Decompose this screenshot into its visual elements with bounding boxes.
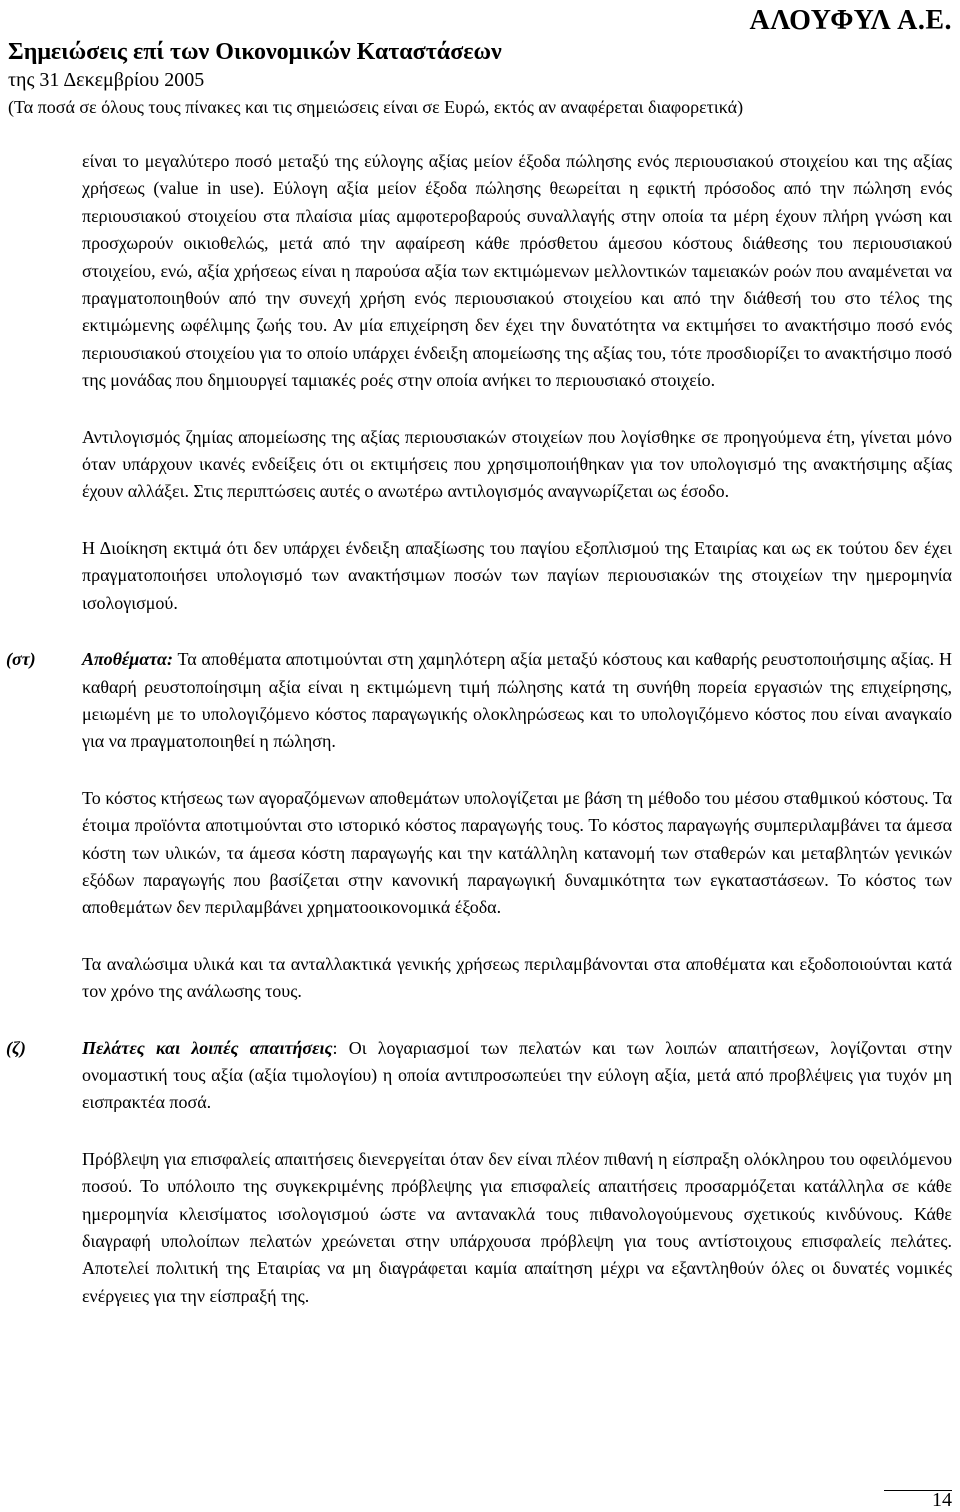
inventories-consumables-paragraph: Τα αναλώσιμα υλικά και τα ανταλλακτικά γενικής χρήσεως περιλαμβάνονται στα αποθέματα και εξοδοποιούνται κατά τον χρόνο της ανάλωσης τους. <box>82 953 952 1002</box>
paragraph-impairment-reversal: Αντιλογισμός ζημίας απομείωσης της αξίας περιουσιακών στοιχείων που λογίσθηκε σε προηγούμενα έτη, γίνεται μόνο όταν υπάρχουν ικανές ενδείξεις ότι οι εκτιμήσεις που χρησιμοποιήθηκαν για τον υπολογισμό της ανακτήσιμης αξίας έχουν αλλάξει. Στις περιπτώσεις αυτές ο ανωτέρω αντιλογισμός αναγνωρίζεται ως έσοδο. <box>82 426 952 502</box>
section-title: Αποθέματα: <box>82 649 173 670</box>
document-date: της 31 Δεκεμβρίου 2005 <box>8 69 205 91</box>
company-name: ΑΛΟΥΦΥΛ Α.Ε. <box>749 5 952 36</box>
section-number: (στ) <box>6 649 36 670</box>
section-intro-text: : Οι λογαριασμοί των πελατών και των λοιπών απαιτήσεων, λογίζονται στην ονομαστική τους αξία (αξία τιμολογίου) η οποία αντιπροσωπεύει την εύλογη αξία, μετά από προβλέψεις για τυχόν μη εισπρακτέα ποσά. <box>82 1037 952 1113</box>
currency-note: (Τα ποσά σε όλους τους πίνακες και τις σημειώσεις είναι σε Ευρώ, εκτός αν αναφέρεται διαφορετικά) <box>8 97 744 117</box>
receivables-provision-paragraph: Πρόβλεψη για επισφαλείς απαιτήσεις διενεργείται όταν δεν είναι πλέον πιθανή η είσπραξη ολόκληρου του οφειλόμενου ποσού. Το υπόλοιπο της συγκεκριμένης πρόβλεψης για επισφαλείς απαιτήσεις προσαρμόζεται κατάλληλα σε κάθε ημερομηνία κλεισίματος ισολογισμού ώστε να αντανακλά τους πιθανολογούμενους σχετικούς κινδύνους. Κάθε διαγραφή υπολοίπων πελατών χρεώνεται στην υπάρχουσα πρόβλεψη για τους αντίστοιχους επισφαλείς πελάτες. Αποτελεί πολιτική της Εταιρίας να μη διαγράφεται καμία απαίτηση μέχρι να εξαντληθούν όλες οι δυνατές νομικές ενέργειες για την είσπραξή της. <box>82 1148 952 1306</box>
paragraph-impairment-definition: είναι το μεγαλύτερο ποσό μεταξύ της εύλογης αξίας μείον έξοδα πώλησης ενός περιουσιακού στοιχείου και της αξίας χρήσεως (value in use). Εύλογη αξία μείον έξοδα πώλησης θεωρείται η εφικτή πρόσοδος από την πώληση ενός περιουσιακού στοιχείου στα πλαίσια μίας αμφοτεροβαρούς συναλλαγής στην οποία τα μέρη έχουν πλήρη γνώση και προσχωρούν οικιοθελώς, μετά από την αφαίρεση κάθε πρόσθετου άμεσου κόστους διάθεσης του περιουσιακού στοιχείου, ενώ, αξία χρήσεως είναι η παρούσα αξία των εκτιμώμενων μελλοντικών ταμειακών ροών που αναμένεται να πραγματοποιηθούν από την συνεχή χρήση ενός περιουσιακού στοιχείου και από την διάθεσή του στο τέλος της εκτιμώμενης ωφέλιμης ζωής του. Αν μία επιχείρηση δεν έχει την δυνατότητα να εκτιμήσει το ανακτήσιμο ποσό ενός περιουσιακού στοιχείου για το οποίο υπάρχει ένδειξη απομείωσης της αξίας του, τότε προσδιορίζει το ανακτήσιμο ποσό της μονάδας που δημιουργεί ταμιακές ροές στην οποία ανήκει το περιουσιακό στοιχείο. <box>82 151 952 391</box>
inventories-cost-paragraph: Το κόστος κτήσεως των αγοραζόμενων αποθεμάτων υπολογίζεται με βάση τη μέθοδο του μέσου σταθμικού κόστους. Τα έτοιμα προϊόντα αποτιμούνται στο ιστορικό κόστος παραγωγής τους. Το κόστος παραγωγής συμπεριλαμβάνει τα άμεσα κόστη των υλικών, τα άμεσα κόστη παραγωγής και την κατάλληλη κατανομή των σταθερών και μεταβλητών γενικών εξόδων παραγωγής που βασίζεται στην κανονική παραγωγική δυναμικότητα των εγκαταστάσεων. Το κόστος των αποθεμάτων δεν περιλαμβάνει χρηματοοικονομικά έξοδα. <box>82 787 952 918</box>
paragraph-management-assessment: Η Διοίκηση εκτιμά ότι δεν υπάρχει ένδειξη απαξίωσης του παγίου εξοπλισμού της Εταιρίας και ως εκ τούτου δεν έχει πραγματοποιήσει υπολογισμό των ανακτήσιμων ποσών των παγίων περιουσιακών της στοιχείων την ημερομηνία ισολογισμού. <box>82 537 952 613</box>
inventories-intro <box>82 646 952 756</box>
document-title: Σημειώσεις επί των Οικονομικών Καταστάσεων <box>8 39 502 65</box>
page-number: 14 <box>932 1489 952 1511</box>
section-receivables <box>6 1035 952 1311</box>
receivables-intro <box>82 1035 952 1117</box>
section-title: Πελάτες και λοιπές απαιτήσεις <box>82 1037 333 1058</box>
section-intro-text: Τα αποθέματα αποτιμούνται στη χαμηλότερη αξία μεταξύ κόστους και καθαρής ρευστοποιήσιμης αξίας. Η καθαρή ρευστοποίησιμη αξία είναι η εκτιμώμενη τιμή πώλησης κατά τη συνήθη πορεία εργασιών της επιχείρησης, μειωμένη με το υπολογιζόμενο κόστος παραγωγικής ολοκληρώσεως και το υπολογιζόμενο κόστος που είναι αναγκαίο για να πραγματοποιηθεί η πώληση. <box>82 649 952 752</box>
section-inventories <box>6 646 952 1005</box>
document-body <box>6 148 952 1310</box>
section-number: (ζ) <box>6 1037 26 1058</box>
